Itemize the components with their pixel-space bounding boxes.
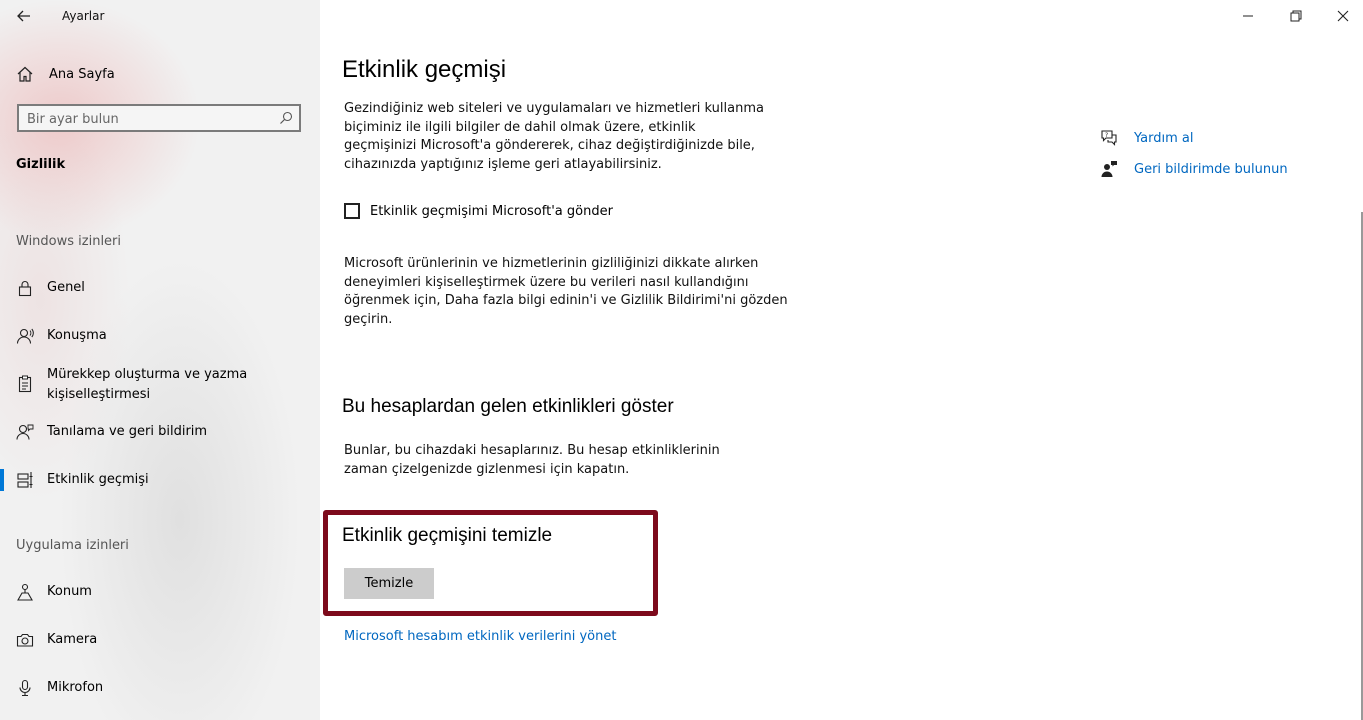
sidebar-item-label: Tanılama ve geri bildirim xyxy=(47,424,208,439)
send-history-label: Etkinlik geçmişimi Microsoft'a gönder xyxy=(370,203,613,219)
home-label: Ana Sayfa xyxy=(49,66,115,82)
sidebar-item-etkinlik-gecmisi[interactable] xyxy=(0,470,320,492)
feedback-icon xyxy=(16,423,34,441)
back-arrow-icon[interactable] xyxy=(14,6,34,26)
sidebar-item-label: Konuşma xyxy=(47,328,107,343)
send-history-checkbox-row[interactable] xyxy=(344,203,613,219)
sidebar-item-konusma[interactable] xyxy=(0,326,320,348)
help-link[interactable]: Yardım al xyxy=(1134,130,1194,146)
accounts-section-title: Bu hesaplardan gelen etkinlikleri göster xyxy=(342,396,674,417)
sidebar-item-label: Etkinlik geçmişi xyxy=(47,472,149,487)
sidebar-item-label: Genel xyxy=(47,280,85,295)
feedback-link[interactable]: Geri bildirimde bulunun xyxy=(1134,161,1288,177)
sidebar-item-label: Mikrofon xyxy=(47,680,104,695)
clear-button[interactable]: Temizle xyxy=(344,568,434,599)
sidebar-item-label: Kamera xyxy=(47,632,98,647)
feedback-person-icon xyxy=(1100,160,1118,178)
clear-history-title: Etkinlik geçmişini temizle xyxy=(342,525,553,546)
timeline-icon xyxy=(16,471,34,489)
microphone-icon xyxy=(16,679,34,697)
camera-icon xyxy=(16,631,34,649)
close-icon[interactable] xyxy=(1333,6,1353,26)
sidebar-item-label: Konum xyxy=(47,584,92,599)
sidebar xyxy=(0,0,320,720)
search-icon[interactable] xyxy=(279,111,293,125)
speech-icon xyxy=(16,327,34,345)
section-title: Gizlilik xyxy=(16,157,66,172)
search-input[interactable] xyxy=(27,110,267,128)
manage-activity-link[interactable]: Microsoft hesabım etkinlik verilerini yönet xyxy=(344,629,617,644)
lock-icon xyxy=(16,279,34,297)
sidebar-item-genel[interactable] xyxy=(0,278,320,300)
sidebar-item-kamera[interactable] xyxy=(0,630,320,652)
search-box[interactable] xyxy=(17,104,301,132)
sidebar-item-mikrofon[interactable] xyxy=(0,678,320,700)
help-chat-icon xyxy=(1100,129,1118,147)
send-history-checkbox[interactable] xyxy=(344,203,360,219)
app-permissions-label: Uygulama izinleri xyxy=(16,538,129,553)
sidebar-item-murekkep[interactable] xyxy=(0,365,320,407)
restore-icon[interactable] xyxy=(1286,6,1306,26)
home-link[interactable] xyxy=(16,63,306,85)
location-icon xyxy=(16,583,34,601)
accounts-text: Bunlar, bu cihazdaki hesaplarınız. Bu hesap etkinliklerinin zaman çizelgenizde gizlenmesi için kapatın. xyxy=(344,443,720,477)
svg-text:?: ? xyxy=(1105,132,1109,139)
help-row[interactable] xyxy=(1100,129,1193,147)
intro-text: Gezindiğiniz web siteleri ve uygulamaları ve hizmetleri kullanma biçiminiz ile ilgili bilgiler de dahil olmak üzere, etkinlik geçmişinizi Microsoft'a göndererek, cihaz değiştirdiğinizde bile, cihazınızda yaptığınız işleme geri atlayabilirsiniz. xyxy=(344,101,764,172)
page-title: Etkinlik geçmişi xyxy=(342,56,507,83)
minimize-icon[interactable] xyxy=(1238,6,1258,26)
app-title: Ayarlar xyxy=(62,9,105,23)
windows-permissions-label: Windows izinleri xyxy=(16,234,122,249)
clipboard-icon xyxy=(16,375,34,393)
feedback-row[interactable] xyxy=(1100,160,1288,178)
title-bar xyxy=(0,0,320,32)
sidebar-item-konum[interactable] xyxy=(0,582,320,604)
main-content xyxy=(320,0,1363,720)
sidebar-item-tanilama[interactable] xyxy=(0,422,320,444)
sidebar-item-label: Mürekkep oluşturma ve yazma kişiselleştirmesi xyxy=(47,367,248,402)
privacy-text: Microsoft ürünlerinin ve hizmetlerinin gizliliğinizi dikkate alırken deneyimleri kişiselleştirmek üzere bu verileri nasıl kullandığını öğrenmek için, Daha fazla bilgi edinin'i ve Gizlilik Bildirimi'ni gözden geçirin. xyxy=(344,256,788,327)
home-icon xyxy=(16,65,34,83)
